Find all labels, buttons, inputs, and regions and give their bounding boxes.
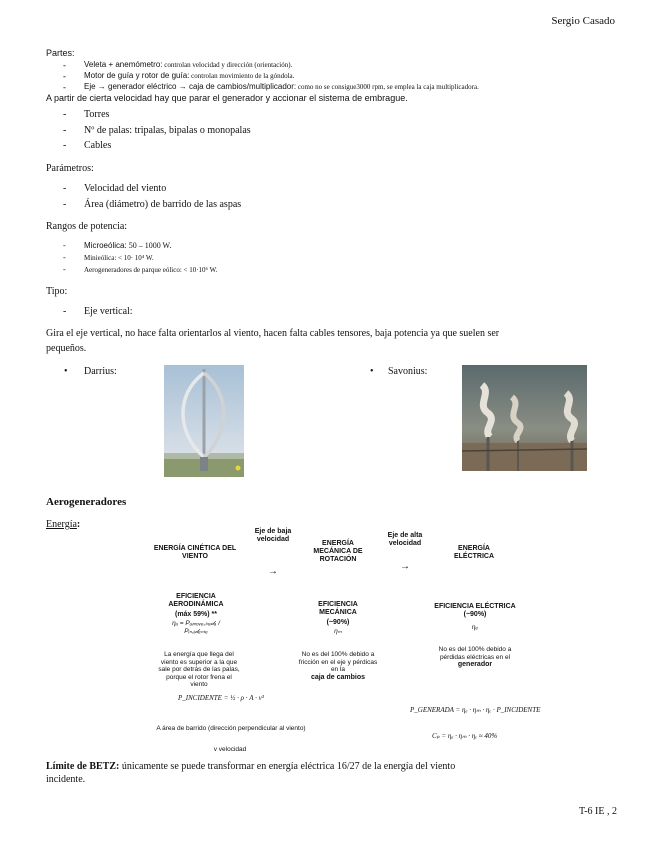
p-generada-formula: P_GENERADA = ηₐ · ηₘ · ηₑ · P_INCIDENTE bbox=[410, 706, 541, 714]
savonius-label: Savonius: bbox=[388, 366, 428, 377]
eff1-formula: ηₐ = Pₐₚᵣₒᵥₑ꜀ₕₐ𝒹ₐ / Pᵢₙ꜀ᵢ𝒹ₑₙₜₑ bbox=[172, 620, 220, 635]
diagram-arrow-icon: → bbox=[400, 561, 410, 572]
note3-text: No es del 100% debido a pérdidas eléctricas en el bbox=[438, 646, 512, 661]
tipo-title: Tipo: bbox=[46, 286, 68, 297]
legend-velocity: v velocidad bbox=[213, 746, 247, 753]
darrius-turbine-image bbox=[164, 365, 244, 477]
note3-emphasis: generador bbox=[457, 661, 493, 668]
savonius-turbine-image bbox=[462, 365, 587, 471]
eff1-title: EFICIENCIA AERODINÁMICA bbox=[168, 593, 224, 608]
partes-item2: Nº de palas: tripalas, bipalas o monopalas bbox=[84, 125, 251, 136]
note3 bbox=[428, 646, 522, 669]
diagram-col2-title: ENERGÍA MECÁNICA DE ROTACIÓN bbox=[313, 540, 363, 563]
eff2-title: EFICIENCIA MECÁNICA bbox=[318, 601, 358, 616]
dash: - bbox=[63, 60, 66, 70]
section-title: Aerogeneradores bbox=[46, 496, 127, 508]
partes-note: A partir de cierta velocidad hay que parar el generador y accionar el sistema de embrague. bbox=[46, 93, 408, 103]
parametros-item: Área (diámetro) de barrido de las aspas bbox=[84, 199, 242, 210]
bullet-dot: • bbox=[370, 366, 374, 377]
eff2-symbol: ηₘ bbox=[334, 628, 342, 635]
parametros-item: Velocidad del viento bbox=[84, 183, 167, 194]
diagram-arrow1-label: Eje de baja velocidad bbox=[254, 528, 292, 543]
dash: - bbox=[63, 306, 67, 317]
partes-item-rest: controlan velocidad y dirección (orientación). bbox=[162, 61, 293, 69]
rangos-item-lead: Aerogeneradores de parque eólico: bbox=[84, 266, 182, 274]
rangos-item-lead: Minieólica: bbox=[84, 254, 117, 262]
energia-colon: : bbox=[76, 519, 81, 530]
partes-item bbox=[84, 82, 479, 91]
parametros-title: Parámetros: bbox=[46, 163, 94, 174]
cp-formula: Cₚ = ηₐ · ηₘ · ηₑ ≈ 40% bbox=[432, 732, 498, 740]
dash: - bbox=[63, 265, 66, 274]
tipo-paragraph-line2: pequeños. bbox=[46, 343, 87, 354]
diagram-arrow2-label: Eje de alta velocidad bbox=[387, 532, 423, 547]
diagram-col1-title: ENERGÍA CINÉTICA DEL VIENTO bbox=[153, 545, 237, 560]
page-number: T-6 IE , 2 bbox=[579, 806, 617, 817]
note2-emphasis: caja de cambios bbox=[310, 673, 366, 681]
partes-item bbox=[84, 71, 294, 80]
diagram-col3-title: ENERGÍA ELÉCTRICA bbox=[453, 545, 495, 560]
rangos-item bbox=[84, 266, 217, 274]
dash: - bbox=[63, 140, 67, 151]
partes-item-lead: Motor de guía y rotor de guía: bbox=[84, 71, 190, 80]
darrius-turbine-graphic bbox=[164, 365, 244, 477]
note2-text: No es del 100% debido a fricción en el eje y pérdicas en la bbox=[298, 651, 378, 673]
tipo-item: Eje vertical: bbox=[84, 306, 133, 317]
energia-label: Energía bbox=[46, 519, 77, 530]
dash: - bbox=[63, 71, 66, 81]
diagram-arrow-icon: → bbox=[268, 566, 278, 577]
dash: - bbox=[63, 253, 66, 262]
eff2-sub: (~90%) bbox=[326, 619, 350, 626]
energia-heading bbox=[46, 519, 80, 530]
dash: - bbox=[63, 183, 67, 194]
betz-line1 bbox=[46, 761, 455, 772]
dash: - bbox=[63, 199, 67, 210]
rangos-item-rest: < 10· 10⁴ W. bbox=[116, 254, 154, 262]
rangos-item bbox=[84, 254, 154, 262]
note1: La energía que llega del viento es superior a la que sale por detrás de las palas, porque el rotor frena el viento bbox=[158, 651, 240, 688]
partes-item-rest: controlan movimiento de la góndola. bbox=[189, 72, 295, 80]
p-incidente-formula: P_INCIDENTE = ½ · ρ · A · v³ bbox=[178, 694, 264, 702]
dash: - bbox=[63, 125, 67, 136]
eff3-title: EFICIENCIA ELÉCTRICA (~90%) bbox=[434, 603, 516, 618]
dash: - bbox=[63, 109, 67, 120]
partes-item2: Torres bbox=[84, 109, 110, 120]
rangos-title: Rangos de potencia: bbox=[46, 221, 128, 232]
dash: - bbox=[63, 241, 66, 250]
eff3-symbol: ηₑ bbox=[471, 624, 479, 631]
partes-item-lead: Eje → generador eléctrico → caja de cambios/multiplicador: bbox=[84, 82, 297, 91]
partes-item bbox=[84, 60, 292, 69]
rangos-item-lead: Microeólica: bbox=[84, 241, 127, 250]
dash: - bbox=[63, 82, 66, 92]
rangos-item bbox=[84, 241, 171, 250]
header-author: Sergio Casado bbox=[551, 15, 615, 27]
rangos-item-rest: 50 – 1000 W. bbox=[126, 241, 172, 250]
partes-title: Partes: bbox=[46, 48, 75, 58]
bullet-dot: • bbox=[64, 366, 68, 377]
savonius-turbine-graphic bbox=[462, 365, 587, 471]
partes-item-rest: como no se consigue3000 rpm, se emplea la caja multiplicadora. bbox=[296, 83, 479, 91]
darrius-label: Darrius: bbox=[84, 366, 117, 377]
eff1-sub: (máx 59%) ** bbox=[174, 611, 218, 618]
betz-line2: incidente. bbox=[46, 774, 86, 785]
legend-area: A área de barrido (dirección perpendicular al viento) bbox=[156, 725, 306, 732]
note2 bbox=[298, 651, 378, 682]
betz-rest: únicamente se puede transformar en energía eléctrica 16/27 de la energía del viento bbox=[119, 761, 456, 772]
partes-item-lead: Veleta + anemómetro: bbox=[84, 60, 163, 69]
rangos-item-rest: < 10·10⁶ W. bbox=[181, 266, 218, 274]
betz-lead: Límite de BETZ: bbox=[46, 761, 120, 772]
tipo-paragraph-line1: Gira el eje vertical, no hace falta orientarlos al viento, hacen falta cables tensores, baja potencia ya que suelen ser bbox=[46, 328, 500, 339]
partes-item2: Cables bbox=[84, 140, 112, 151]
